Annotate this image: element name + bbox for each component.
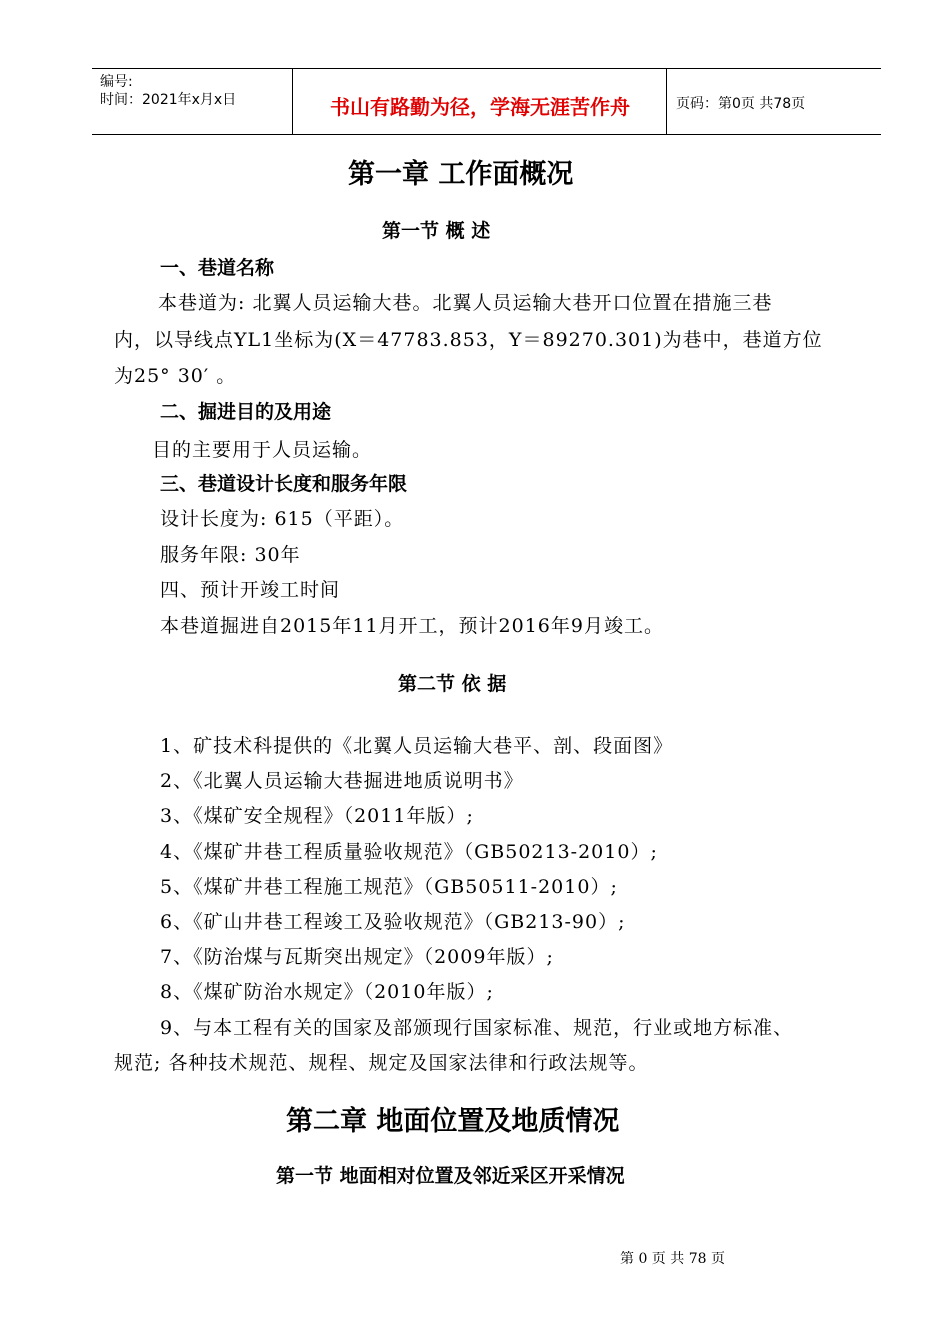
chapter2-title: 第二章 地面位置及地质情况: [286, 1106, 620, 1137]
number-label: 编号:: [100, 74, 133, 90]
header-divider-right: [666, 69, 667, 134]
reference-item: 2、《北翼人员运输大巷掘进地质说明书》: [160, 770, 524, 792]
item3-text1: 设计长度为: 615（平距）。: [160, 508, 405, 530]
item1-line3: 为25° 30′ 。: [114, 365, 237, 387]
section2-title: 第二节 依 据: [398, 673, 507, 695]
item1-line1: 本巷道为: 北翼人员运输大巷。北翼人员运输大巷开口位置在措施三巷: [158, 292, 773, 314]
reference-item: 3、《煤矿安全规程》（2011年版）;: [160, 805, 474, 827]
reference-item-9-line1: 9、与本工程有关的国家及部颁现行国家标准、规范，行业或地方标准、: [160, 1017, 794, 1039]
reference-item: 4、《煤矿井巷工程质量验收规范》（GB50213-2010）;: [160, 841, 658, 863]
reference-item: 5、《煤矿井巷工程施工规范》（GB50511-2010）;: [160, 876, 618, 898]
header-motto: 书山有路勤为径，学海无涯苦作舟: [330, 95, 630, 119]
reference-item: 6、《矿山井巷工程竣工及验收规范》（GB213-90）;: [160, 911, 626, 933]
chapter1-title: 第一章 工作面概况: [348, 159, 574, 190]
header-page-info: 页码：第0页 共78页: [676, 96, 806, 112]
item1-heading: 一、巷道名称: [160, 257, 275, 279]
reference-item: 1、矿技术科提供的《北翼人员运输大巷平、剖、段面图》: [160, 735, 674, 757]
item4-text: 本巷道掘进自2015年11月开工，预计2016年9月竣工。: [160, 615, 664, 637]
item2-heading: 二、掘进目的及用途: [160, 401, 332, 423]
chapter2-section1-title: 第一节 地面相对位置及邻近采区开采情况: [276, 1165, 625, 1187]
header-left: [100, 73, 236, 109]
footer-page-number: 第 0 页 共 78 页: [620, 1251, 725, 1267]
item3-text2: 服务年限: 30年: [160, 544, 301, 566]
item1-line2: 内，以导线点YL1坐标为(X＝47783.853，Y＝89270.301)为巷中，巷道方位: [114, 329, 823, 351]
reference-item: 7、《防治煤与瓦斯突出规定》（2009年版）;: [160, 946, 554, 968]
reference-item: 8、《煤矿防治水规定》（2010年版）;: [160, 981, 494, 1003]
item2-text: 目的主要用于人员运输。: [152, 439, 373, 461]
header-divider-left: [292, 69, 293, 134]
item3-heading: 三、巷道设计长度和服务年限: [160, 473, 408, 495]
section1-title: 第一节 概 述: [382, 220, 491, 242]
page-header: [92, 68, 881, 135]
reference-item-9-line2: 规范; 各种技术规范、规程、规定及国家法律和行政法规等。: [114, 1052, 649, 1074]
time-label: 时间：2021年x月x日: [100, 92, 237, 108]
item4-heading: 四、预计开竣工时间: [160, 579, 341, 601]
